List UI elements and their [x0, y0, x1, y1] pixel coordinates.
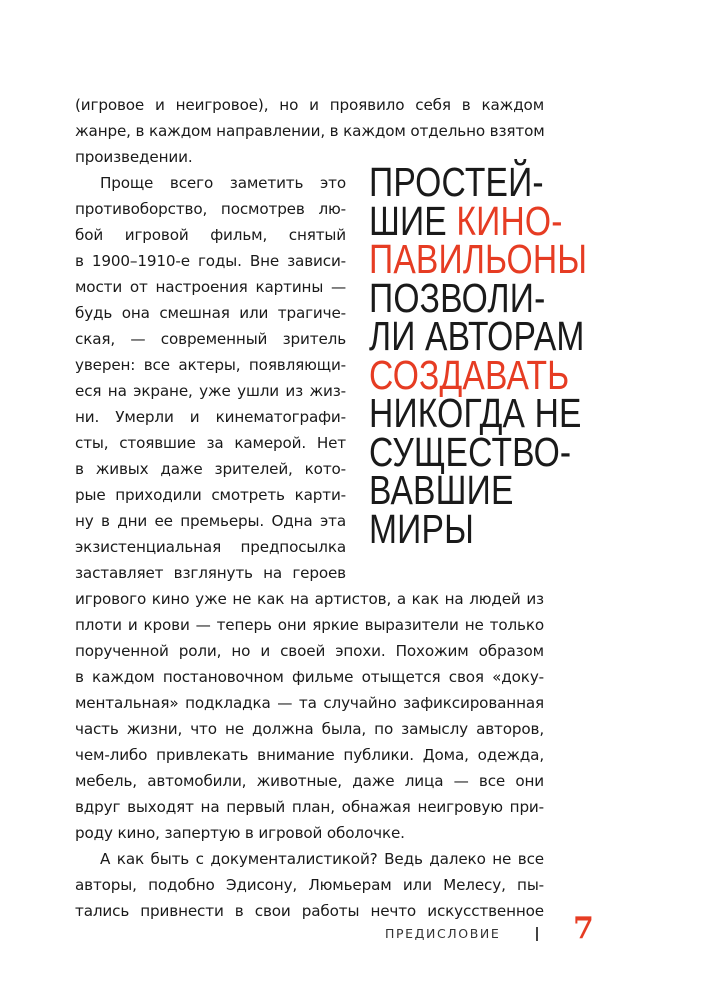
pull-quote-text: ШИЕ — [369, 197, 457, 244]
body-line: роду кино, запертую в игровой оболочке. — [75, 824, 405, 842]
pull-quote-line: СУЩЕСТВО- — [369, 428, 572, 475]
pull-quote-line — [369, 197, 563, 244]
body-line: ни. Умерли и кинематографи- — [75, 408, 346, 426]
pull-quote-line: НИКОГДА НЕ — [369, 390, 582, 436]
body-line: порученной роли, но и своей эпохи. Похожим образом — [75, 642, 544, 660]
pull-quote — [369, 159, 588, 552]
body-line: часть жизни, что не должна была, по замыслу авторов, — [75, 720, 544, 738]
body-line: (игровое и неигровое), но и проявило себя в каждом — [75, 96, 544, 114]
body-line: в каждом постановочном фильме отыщется своя «доку- — [75, 668, 544, 686]
body-line: ментальная» подкладка — та случайно зафиксированная — [75, 694, 544, 712]
body-line: в 1900–1910-е годы. Вне зависи- — [75, 252, 346, 270]
body-line: авторы, подобно Эдисону, Люмьерам или Мелесу, пы- — [75, 876, 544, 894]
body-line: мебель, автомобили, животные, даже лица — все они — [75, 772, 544, 790]
running-footer-section: ПРЕДИСЛОВИЕ — [385, 926, 501, 941]
body-line: плоти и крови — теперь они яркие выразители не только — [75, 616, 544, 634]
body-line: А как быть с документалистикой? Ведь далеко не все — [100, 850, 544, 868]
body-line: тались привнести в свои работы нечто искусственное — [75, 902, 544, 920]
body-line: произведении. — [75, 148, 193, 166]
body-line: Проще всего заметить это — [100, 174, 346, 192]
body-line: жанре, в каждом направлении, в каждом отдельно взятом — [75, 122, 545, 140]
page-number: 7 — [573, 911, 594, 946]
body-line: сты, стоявшие за камерой. Нет — [75, 434, 346, 452]
body-line: уверен: все актеры, появляющи- — [75, 356, 346, 374]
body-line: экзистенциальная предпосылка — [75, 538, 346, 556]
pull-quote-highlight: КИНО- — [456, 197, 563, 244]
footer-divider — [536, 927, 538, 941]
pull-quote-highlight: ПАВИЛЬОНЫ — [369, 236, 588, 282]
body-line: еся на экране, уже ушли из жиз- — [75, 382, 346, 400]
body-line: будь она смешная или трагиче- — [75, 304, 346, 322]
body-line: мости от настроения картины — — [75, 278, 346, 296]
pull-quote-line: ПОЗВОЛИ- — [369, 274, 546, 321]
body-line: бой игровой фильм, снятый — [75, 226, 346, 244]
pull-quote-highlight: СОЗДАВАТЬ — [369, 351, 570, 398]
pull-quote-line: ВАВШИЕ — [369, 467, 514, 513]
body-line: рые приходили смотреть карти- — [75, 486, 346, 504]
body-line: ская, — современный зритель — [75, 330, 346, 348]
body-line: вдруг выходят на первый план, обнажая неигровую при- — [75, 798, 544, 816]
body-line: чем-либо привлекать внимание публики. Дома, одежда, — [75, 746, 544, 764]
body-line: в живых даже зрителей, кото- — [75, 460, 346, 478]
body-line: ну в дни ее премьеры. Одна эта — [75, 512, 346, 530]
body-line: заставляет взглянуть на героев — [75, 564, 346, 582]
body-line: игрового кино уже не как на артистов, а как на людей из — [75, 590, 544, 608]
pull-quote-line: ЛИ АВТОРАМ — [369, 313, 585, 359]
pull-quote-line: ПРОСТЕЙ- — [369, 159, 544, 205]
pull-quote-line: МИРЫ — [369, 505, 475, 552]
body-line: противоборство, посмотрев лю- — [75, 200, 346, 218]
